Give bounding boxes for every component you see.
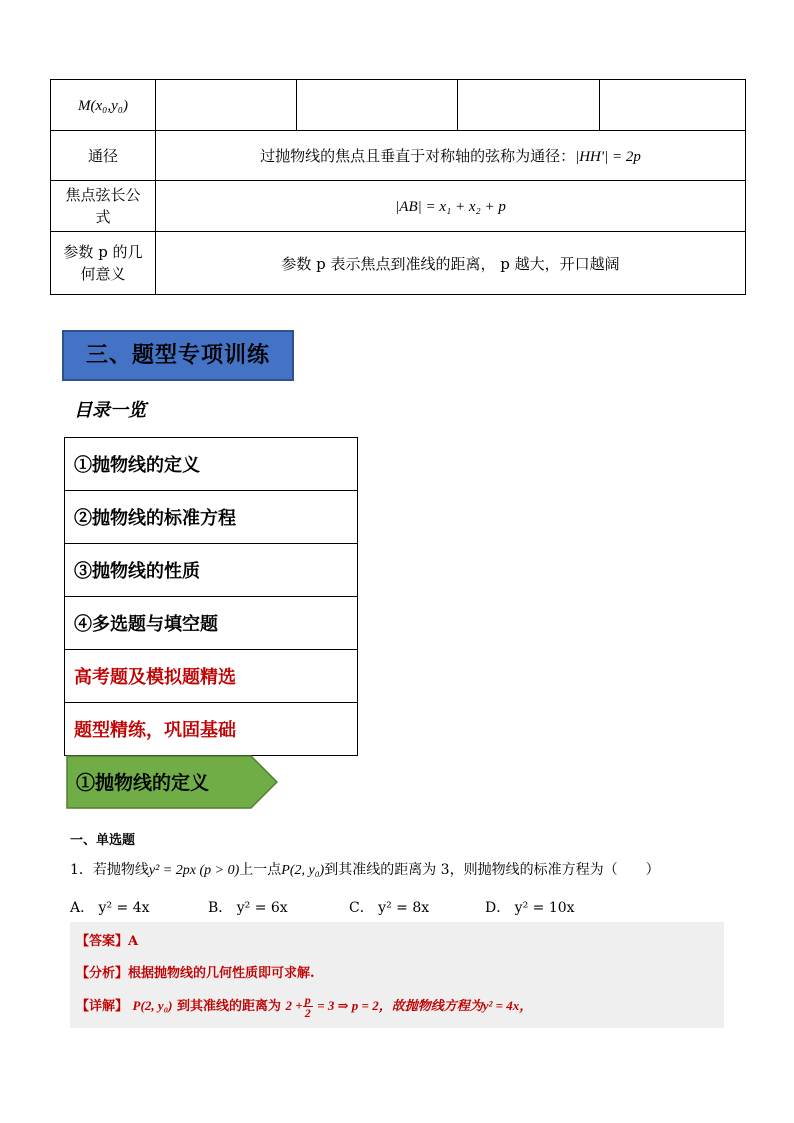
empty-cell [156,80,297,131]
toc-item[interactable]: 题型精练，巩固基础 [65,703,358,756]
answer-line: 【答案】A [76,934,139,949]
toc-table [64,437,358,756]
row-m-label: M(x₀,y₀) [51,80,156,131]
toc-item[interactable]: ③抛物线的性质 [65,544,358,597]
detail-line: 【详解】 P(2, y₀) 到其准线的距离为 2 + $\frac{p}{2}$ = 3 ⇒ p = 2，故抛物线方程为y² = 4x， [76,993,533,1020]
option-d[interactable]: D． y² = 10x [485,900,575,916]
param-text: 参数 p 表示焦点到准线的距离， p 越大，开口越阔 [156,232,746,295]
subsection-title: ①抛物线的定义 [76,772,210,794]
option-a[interactable]: A． y² = 4x [70,900,150,916]
empty-cell [458,80,600,131]
option-b[interactable]: B． y² = 6x [208,900,288,916]
empty-cell [297,80,458,131]
toc-item[interactable]: ④多选题与填空题 [65,597,358,650]
focal-chord-formula: |AB| = x₁ + x₂ + p [156,181,746,232]
fraction: $\frac{p}{2}$ [304,993,311,1020]
question-stem: 1．若抛物线y² = 2px (p > 0)上一点P(2, y₀)到其准线的距离为 3，则抛物线的标准方程为（ ） [70,862,660,878]
toc-title: 目录一览 [74,400,146,421]
param-label: 参数 p 的几何意义 [51,232,156,295]
analysis-line: 【分析】根据抛物线的几何性质即可求解. [76,966,315,981]
question-type-heading: 一、单选题 [70,833,136,848]
section-header: 三、题型专项训练 [62,330,294,381]
properties-table [50,79,746,295]
empty-cell [600,80,746,131]
toc-item[interactable]: ①抛物线的定义 [65,438,358,491]
option-c[interactable]: C． y² = 8x [349,900,430,916]
tongjing-text: 过抛物线的焦点且垂直于对称轴的弦称为通径：|HH′| = 2p [156,131,746,181]
toc-item[interactable]: ②抛物线的标准方程 [65,491,358,544]
toc-item[interactable]: 高考题及模拟题精选 [65,650,358,703]
tongjing-label: 通径 [51,131,156,181]
focal-chord-label: 焦点弦长公式 [51,181,156,232]
